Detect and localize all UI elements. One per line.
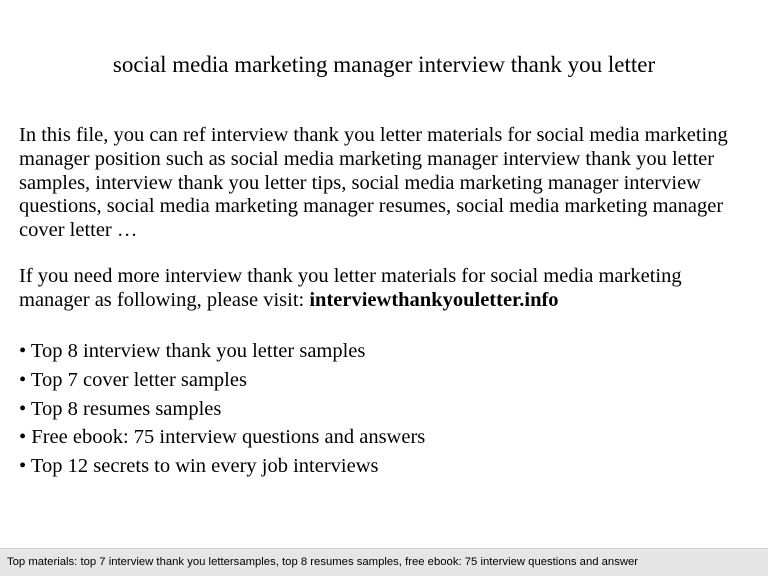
footer-text: Top materials: top 7 interview thank you lettersamples, top 8 resumes samples, free ebook: 75 interview questions and answer [7, 556, 639, 568]
list-item: • Top 7 cover letter samples [19, 368, 247, 391]
list-item: • Top 8 interview thank you letter samples [19, 340, 366, 362]
list-item: • Top 12 secrets to win every job interviews [19, 455, 379, 478]
website-link[interactable]: interviewthankyouletter.info [309, 288, 559, 311]
materials-list [19, 337, 425, 481]
page-title: social media marketing manager interview thank you letter [112, 52, 656, 77]
list-item: • Top 8 resumes samples [19, 397, 222, 420]
more-info-paragraph [19, 265, 754, 313]
intro-paragraph: In this file, you can ref interview thank you letter materials for social media marketing manager position such as social media marketing manager interview thank you letter samples, interview thank you letter tips, social media marketing manager interview questions, social media marketing manager resumes, social media marketing manager cover letter … [19, 124, 728, 242]
list-item: • Free ebook: 75 interview questions and answers [19, 426, 426, 449]
more-info-text: If you need more interview thank you letter materials for social media marketing manager as following, please visit: [19, 265, 682, 311]
footer-bar [0, 548, 768, 576]
